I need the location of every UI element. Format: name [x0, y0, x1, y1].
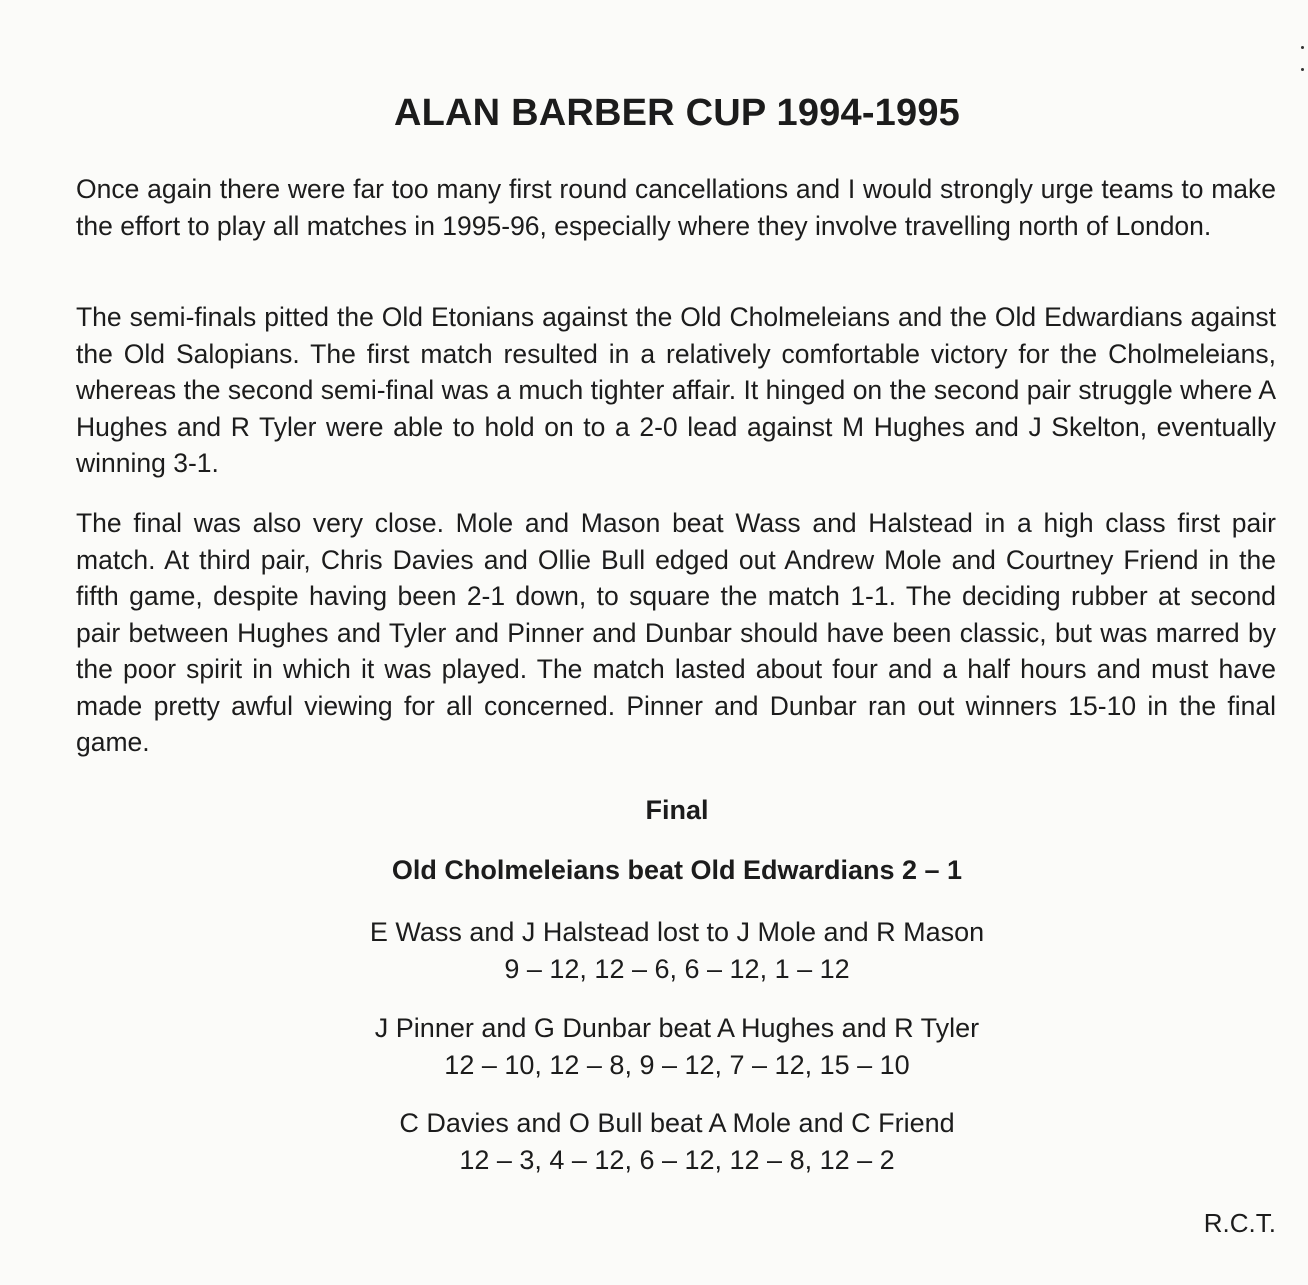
match-result — [0, 1010, 1308, 1084]
match-players: E Wass and J Halstead lost to J Mole and R Mason — [369, 917, 985, 947]
final-result: Old Cholmeleians beat Old Edwardians 2 – 1 — [391, 855, 963, 885]
final-heading: Final — [645, 795, 709, 825]
author-initials: R.C.T. — [1203, 1208, 1276, 1238]
match-scores: 12 – 3, 4 – 12, 6 – 12, 12 – 8, 12 – 2 — [459, 1145, 895, 1175]
match-result — [0, 914, 1308, 988]
page-title: ALAN BARBER CUP 1994-1995 — [393, 92, 961, 134]
scan-speck — [1301, 46, 1304, 49]
match-players: C Davies and O Bull beat A Mole and C Friend — [399, 1108, 955, 1138]
paragraph-semi-finals: The semi-finals pitted the Old Etonians against the Old Cholmeleians and the Old Edwardians against the Old Salopians. The first match resulted in a relatively comfortable victory for the Cholmeleians, whereas the second semi-final was a much tighter affair. It hinged on the second pair struggle where A Hughes and R Tyler were able to hold on to a 2-0 lead against M Hughes and J Skelton, eventually winning 3-1. — [76, 302, 1276, 478]
paragraph-intro: Once again there were far too many first round cancellations and I would strongly urge teams to make the effort to play all matches in 1995-96, especially where they involve travelling north of London. — [76, 174, 1276, 241]
match-result — [0, 1105, 1308, 1179]
scan-speck — [1301, 68, 1304, 71]
match-scores: 9 – 12, 12 – 6, 6 – 12, 1 – 12 — [504, 954, 850, 984]
match-scores: 12 – 10, 12 – 8, 9 – 12, 7 – 12, 15 – 10 — [444, 1050, 910, 1080]
match-players: J Pinner and G Dunbar beat A Hughes and R Tyler — [374, 1013, 980, 1043]
paragraph-final: The final was also very close. Mole and Mason beat Wass and Halstead in a high class first pair match. At third pair, Chris Davies and Ollie Bull edged out Andrew Mole and Courtney Friend in the fifth game, despite having been 2-1 down, to square the match 1-1. The deciding rubber at second pair between Hughes and Tyler and Pinner and Dunbar should have been classic, but was marred by the poor spirit in which it was played. The match lasted about four and a half hours and must have made pretty awful viewing for all concerned. Pinner and Dunbar ran out winners 15-10 in the final game. — [76, 508, 1276, 757]
